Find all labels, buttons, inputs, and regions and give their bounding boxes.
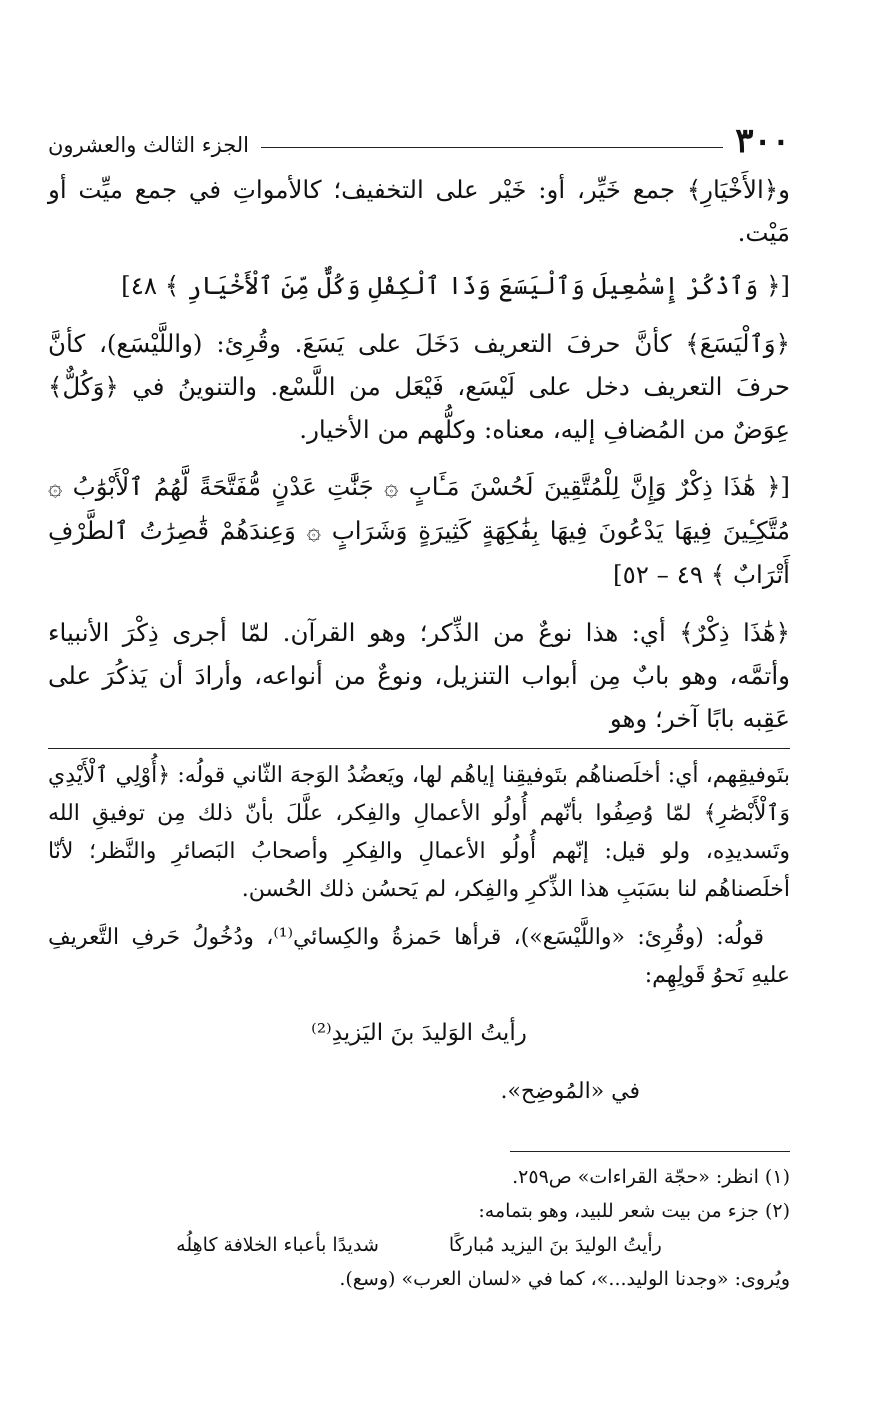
footnote-1: (١) انظر: «حجّة القراءات» ص٢٥٩. (512, 1166, 790, 1188)
quran-verse-48: [﴿ وَٱذْكُرْ إِسْمَٰعِيلَ وَٱلْيَسَعَ وَذَا ٱلْكِفْلِ وَكُلٌّ مِّنَ ٱلْأَخْيَارِ ﴾ ٤٨] (121, 271, 790, 300)
footnote-rule (510, 1151, 790, 1152)
footnote-2: (٢) جزء من بيت شعر للبيد، وهو بتمامه: (478, 1200, 790, 1222)
poem-second-hemistich: شديدًا بأعباء الخلافة كاهِلُه (176, 1234, 379, 1256)
page-header (48, 118, 790, 161)
quran-verse-49-52: [﴿ هَٰذَا ذِكْرٌ وَإِنَّ لِلْمُتَّقِينَ لَحُسْنَ مَـَٔابٍ ۞ جَنَّٰتِ عَدْنٍ مُّفَتَّحَةً لَّهُمُ ٱلْأَبْوَٰبُ ۞ مُتَّكِـِٔينَ فِيهَا يَدْعُونَ فِيهَا بِفَٰكِهَةٍ كَثِيرَةٍ وَشَرَابٍ ۞ وَعِندَهُمْ قَٰصِرَٰتُ ٱلطَّرْفِ أَتْرَابٌ ﴾ ٤٩ – ٥٢] (48, 472, 790, 589)
running-title: الجزء الثالث والعشرون (48, 133, 249, 157)
commentary-paragraph-2: قولُه: (وقُرِئ: «واللَّيْسَع»)، قرأها حَمزةُ والكِسائي⁽¹⁾، ودُخُولُ حَرفِ التَّعريفِ عليهِ نَحوُ قَولِهِم: (48, 925, 790, 988)
commentary-source: في «المُوضِح». (500, 1079, 640, 1104)
page-number: ٣٠٠ (735, 121, 790, 161)
paragraph-akhyar: و﴿الأَخْيَارِ﴾ جمع خَيِّر، أو: خَيْر على التخفيف؛ كالأمواتِ في جمع ميِّت أو مَيْت. (48, 175, 790, 247)
main-text (48, 168, 790, 740)
footnote-2-variant: ويُروى: «وجدنا الوليد...»، كما في «لسان العرب» (وسع). (339, 1268, 790, 1290)
commentary-paragraph-1: بتَوفيقِهم، أي: أخلَصناهُم بتَوفيقِنا إياهُم لها، ويَعضُدُ الوَجهَ الثّاني قولُه: ﴿أُوْلِي ٱلْأَيْدِي وَٱلْأَبْصَٰرِ﴾ لمّا وُصِفُوا بأنّهم أُولُو الأعمالِ والفِكر، علَّلَ بأنّ ذلك مِن توفيقِ الله وتَسديدِه، ولو قيل: إنّهم أُولُو الأعمالِ والفِكرِ وأصحابُ البَصائرِ والنَّظر؛ لأنّا أخلَصناهُم لنا بسَبَبِ هذا الذِّكرِ والفِكر، لم يَحسُن ذلك الحُسن. (48, 763, 790, 902)
commentary-section (48, 757, 790, 1111)
paragraph-hadha-dhikr: ﴿هَٰذَا ذِكْرٌ﴾ أي: هذا نوعٌ من الذِّكر؛ وهو القرآن. لمّا أجرى ذِكْرَ الأنبياء وأتمَّه، وهو بابٌ مِن أبواب التنزيل، ونوعٌ من أنواعه، وأرادَ أن يَذكُرَ على عَقِبه بابًا آخر؛ وهو (48, 618, 790, 733)
poem-first-hemistich: رأيتُ الوليدَ بنَ اليزيد مُباركًا (448, 1234, 662, 1256)
footnotes (48, 1160, 790, 1296)
header-rule (261, 147, 723, 148)
commentary-divider (48, 748, 790, 749)
poem-half-verse: رأيتُ الوَليدَ بنَ اليَزيدِ⁽²⁾ (311, 1020, 527, 1046)
paragraph-alyasa: ﴿وَٱلْيَسَعَ﴾ كأنَّ حرفَ التعريف دَخَلَ على يَسَعَ. وقُرِئ: (واللَّيْسَع)، كأنَّ حرفَ التعريف دخل على لَيْسَع، فَيْعَل من اللَّسْع. والتنوينُ في ﴿وَكُلٌّ﴾ عِوَضٌ من المُضافِ إليه، معناه: وكلُّهم من الأخيار. (48, 329, 790, 444)
document-page (48, 118, 790, 1296)
footnote-poem-verse (48, 1228, 790, 1262)
